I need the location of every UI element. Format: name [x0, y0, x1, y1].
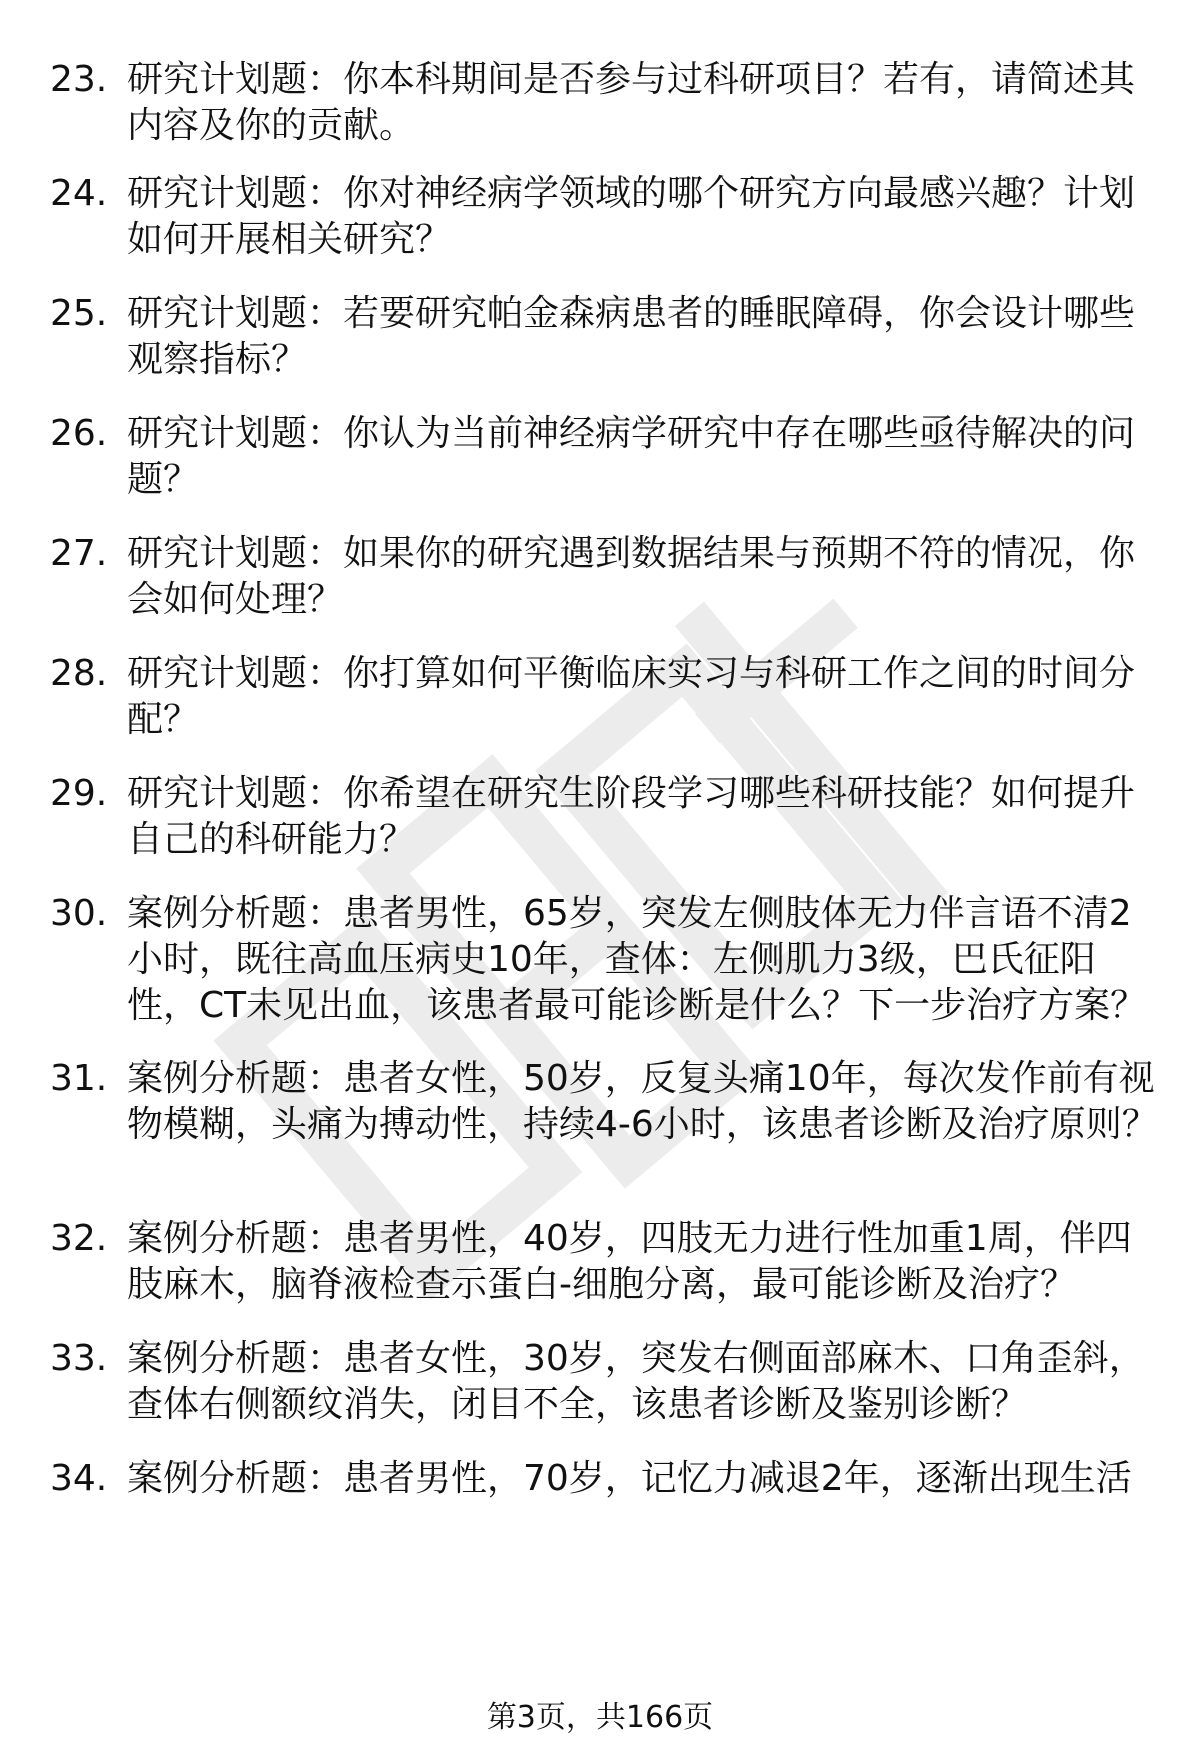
question-text: 案例分析题：患者女性，30岁，突发右侧面部麻木、口角歪斜，查体右侧额纹消失，闭目不全，该患者诊断及鉴别诊断？ [127, 1338, 1145, 1425]
question-number: 33. [50, 1338, 108, 1379]
question-text: 研究计划题：你本科期间是否参与过科研项目？若有，请简述其内容及你的贡献。 [127, 59, 1136, 146]
question-text: 研究计划题：你对神经病学领域的哪个研究方向最感兴趣？计划如何开展相关研究？ [127, 173, 1136, 260]
question-number: 30. [50, 893, 108, 934]
question-number: 29. [50, 773, 108, 814]
question-number: 24. [50, 173, 108, 214]
page-number: 第3页，共166页 [486, 1700, 714, 1735]
question-number: 31. [50, 1058, 108, 1099]
question-number: 25. [50, 293, 108, 334]
question-number: 28. [50, 653, 108, 694]
question-text: 研究计划题：如果你的研究遇到数据结果与预期不符的情况，你会如何处理？ [127, 533, 1136, 620]
question-text: 研究计划题：你希望在研究生阶段学习哪些科研技能？如何提升自己的科研能力？ [127, 773, 1136, 860]
question-text: 案例分析题：患者女性，50岁，反复头痛10年，每次发作前有视物模糊，头痛为搏动性，持续4-6小时，该患者诊断及治疗原则？ [127, 1058, 1158, 1145]
question-text: 研究计划题：你认为当前神经病学研究中存在哪些亟待解决的问题？ [127, 413, 1136, 500]
question-text: 案例分析题：患者男性，65岁，突发左侧肢体无力伴言语不清2小时，既往高血压病史10年，查体：左侧肌力3级，巴氏征阳性，CT未见出血，该患者最可能诊断是什么？下一步治疗方案？ [127, 893, 1147, 1026]
question-text: 案例分析题：患者男性，70岁，记忆力减退2年，逐渐出现生活 [127, 1458, 1132, 1499]
question-text: 研究计划题：你打算如何平衡临床实习与科研工作之间的时间分配？ [127, 653, 1136, 740]
question-number: 26. [50, 413, 108, 454]
question-text: 案例分析题：患者男性，40岁，四肢无力进行性加重1周，伴四肢麻木，脑脊液检查示蛋白-细胞分离，最可能诊断及治疗？ [127, 1218, 1132, 1305]
question-number: 23. [50, 59, 108, 100]
question-number: 27. [50, 533, 108, 574]
question-number: 32. [50, 1218, 108, 1259]
question-number: 34. [50, 1458, 108, 1499]
question-text: 研究计划题：若要研究帕金森病患者的睡眠障碍，你会设计哪些观察指标？ [127, 293, 1136, 380]
